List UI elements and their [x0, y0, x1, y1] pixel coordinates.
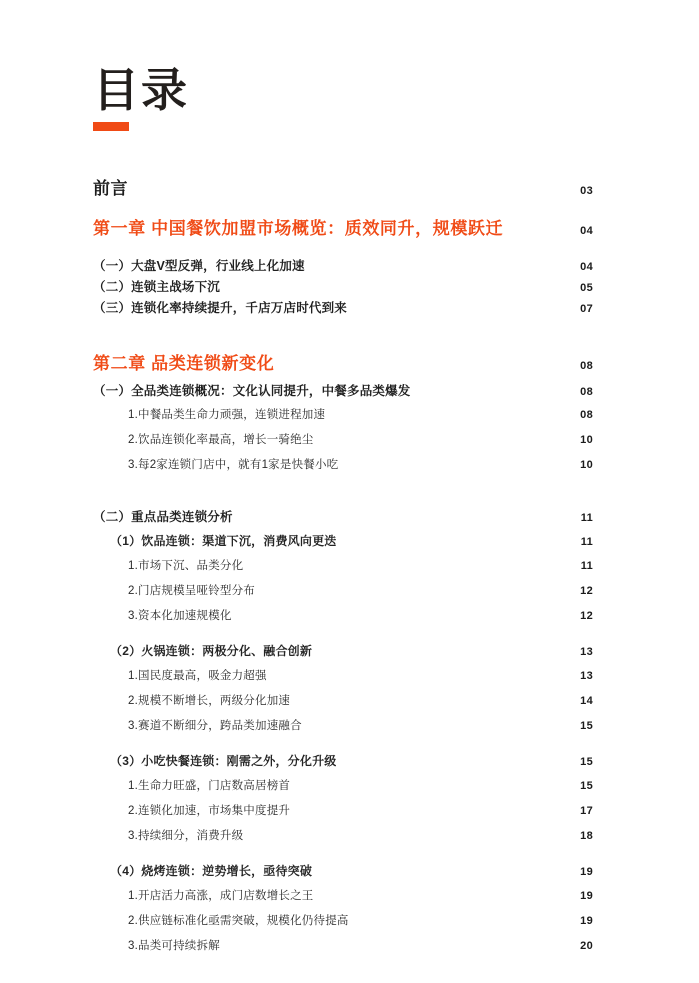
toc-entry[interactable] [93, 912, 593, 937]
toc-entry[interactable] [93, 862, 593, 887]
page-title: 目录 [93, 64, 189, 116]
toc-entry[interactable] [93, 431, 593, 456]
toc-entry[interactable] [93, 214, 593, 246]
toc-entry[interactable] [93, 887, 593, 912]
toc-entry[interactable] [93, 456, 593, 481]
toc-entry[interactable] [93, 642, 593, 667]
toc-entry-label: （一）大盘V型反弹，行业线上化加速 [93, 259, 305, 273]
toc-entry[interactable] [93, 937, 593, 962]
toc-entry-page-number: 10 [580, 459, 593, 471]
toc-entry-label: 3.持续细分，消费升级 [128, 830, 244, 842]
toc-entry[interactable] [93, 557, 593, 582]
section-spacer [93, 852, 593, 862]
toc-entry[interactable] [93, 256, 593, 277]
toc-entry-page-number: 13 [580, 646, 593, 658]
toc-entry-page-number: 11 [580, 560, 593, 572]
toc-entry[interactable] [93, 406, 593, 431]
toc-entry-label: 1.生命力旺盛，门店数高居榜首 [128, 780, 291, 792]
toc-entry[interactable] [93, 507, 593, 532]
toc-entry-page-number: 15 [580, 720, 593, 732]
toc-entry-label: （1）饮品连锁：渠道下沉，消费风向更迭 [110, 534, 337, 548]
toc-entry-page-number: 20 [580, 940, 593, 952]
toc-entry[interactable] [93, 802, 593, 827]
toc-entry-page-number: 11 [580, 536, 593, 548]
toc-entry-page-number: 05 [580, 282, 593, 294]
toc-entry-label: 3.品类可持续拆解 [128, 940, 220, 952]
toc-entry[interactable] [93, 582, 593, 607]
toc-entry-page-number: 19 [580, 890, 593, 902]
toc-entry[interactable] [93, 174, 593, 204]
toc-entry-page-number: 03 [580, 185, 593, 197]
toc-entry[interactable] [93, 777, 593, 802]
toc-entry-page-number: 04 [580, 225, 593, 237]
section-spacer [93, 246, 593, 256]
toc-entry-page-number: 07 [580, 303, 593, 315]
toc-entry-page-number: 15 [580, 780, 593, 792]
toc-entry-label: 第一章 中国餐饮加盟市场概览：质效同升，规模跃迁 [93, 219, 504, 238]
toc-entry-label: 2.连锁化加速，市场集中度提升 [128, 805, 291, 817]
toc-entry-page-number: 11 [580, 512, 593, 524]
toc-entry-page-number: 10 [580, 434, 593, 446]
toc-entry-label: 第二章 品类连锁新变化 [93, 354, 275, 373]
toc-entry-page-number: 08 [580, 386, 593, 398]
toc-entry-label: 1.中餐品类生命力顽强，连锁进程加速 [128, 409, 326, 421]
toc-entry-label: 1.开店活力高涨，成门店数增长之王 [128, 890, 314, 902]
toc-entry[interactable] [93, 827, 593, 852]
toc-entry-label: 3.资本化加速规模化 [128, 610, 232, 622]
toc-entry[interactable] [93, 752, 593, 777]
toc-entry[interactable] [93, 667, 593, 692]
title-accent-bar [93, 122, 129, 131]
title-block [93, 66, 189, 131]
toc-entry[interactable] [93, 692, 593, 717]
toc-entry-label: （二）重点品类连锁分析 [93, 510, 233, 524]
toc-entry[interactable] [93, 277, 593, 298]
section-spacer [93, 632, 593, 642]
toc-entry-page-number: 13 [580, 670, 593, 682]
toc-entry[interactable] [93, 532, 593, 557]
toc-entry-page-number: 04 [580, 261, 593, 273]
toc-entry-page-number: 18 [580, 830, 593, 842]
toc-entry-label: 前言 [93, 179, 128, 198]
toc-entry-page-number: 19 [580, 915, 593, 927]
toc-entry-label: 1.国民度最高，吸金力超强 [128, 670, 267, 682]
toc-entry-page-number: 08 [580, 360, 593, 372]
toc-entry-label: 3.每2家连锁门店中，就有1家是快餐小吃 [128, 459, 339, 471]
toc-entry[interactable] [93, 349, 593, 381]
toc-entry-label: 3.赛道不断细分，跨品类加速融合 [128, 720, 302, 732]
toc-entry-page-number: 17 [580, 805, 593, 817]
toc-entry-page-number: 12 [580, 585, 593, 597]
toc-entry-label: （4）烧烤连锁：逆势增长，亟待突破 [110, 864, 313, 878]
toc-list [93, 174, 593, 962]
toc-entry-label: 1.市场下沉、品类分化 [128, 560, 244, 572]
section-spacer [93, 319, 593, 349]
toc-entry-label: （2）火锅连锁：两极分化、融合创新 [110, 644, 313, 658]
toc-entry[interactable] [93, 607, 593, 632]
toc-entry-label: 2.门店规模呈哑铃型分布 [128, 585, 255, 597]
toc-entry[interactable] [93, 717, 593, 742]
toc-entry-page-number: 15 [580, 756, 593, 768]
toc-entry-label: （3）小吃快餐连锁：刚需之外，分化升级 [110, 754, 337, 768]
section-spacer [93, 204, 593, 214]
section-spacer [93, 481, 593, 507]
toc-entry-page-number: 08 [580, 409, 593, 421]
toc-entry-page-number: 12 [580, 610, 593, 622]
toc-entry-label: （三）连锁化率持续提升，千店万店时代到来 [93, 301, 348, 315]
toc-entry-label: 2.规模不断增长，两级分化加速 [128, 695, 291, 707]
toc-entry[interactable] [93, 381, 593, 406]
toc-entry-label: （二）连锁主战场下沉 [93, 280, 221, 294]
toc-entry-label: 2.供应链标准化亟需突破，规模化仍待提高 [128, 915, 349, 927]
toc-entry-label: 2.饮品连锁化率最高，增长一骑绝尘 [128, 434, 314, 446]
toc-entry[interactable] [93, 298, 593, 319]
toc-entry-page-number: 19 [580, 866, 593, 878]
toc-entry-label: （一）全品类连锁概况：文化认同提升，中餐多品类爆发 [93, 384, 411, 398]
toc-entry-page-number: 14 [580, 695, 593, 707]
section-spacer [93, 742, 593, 752]
